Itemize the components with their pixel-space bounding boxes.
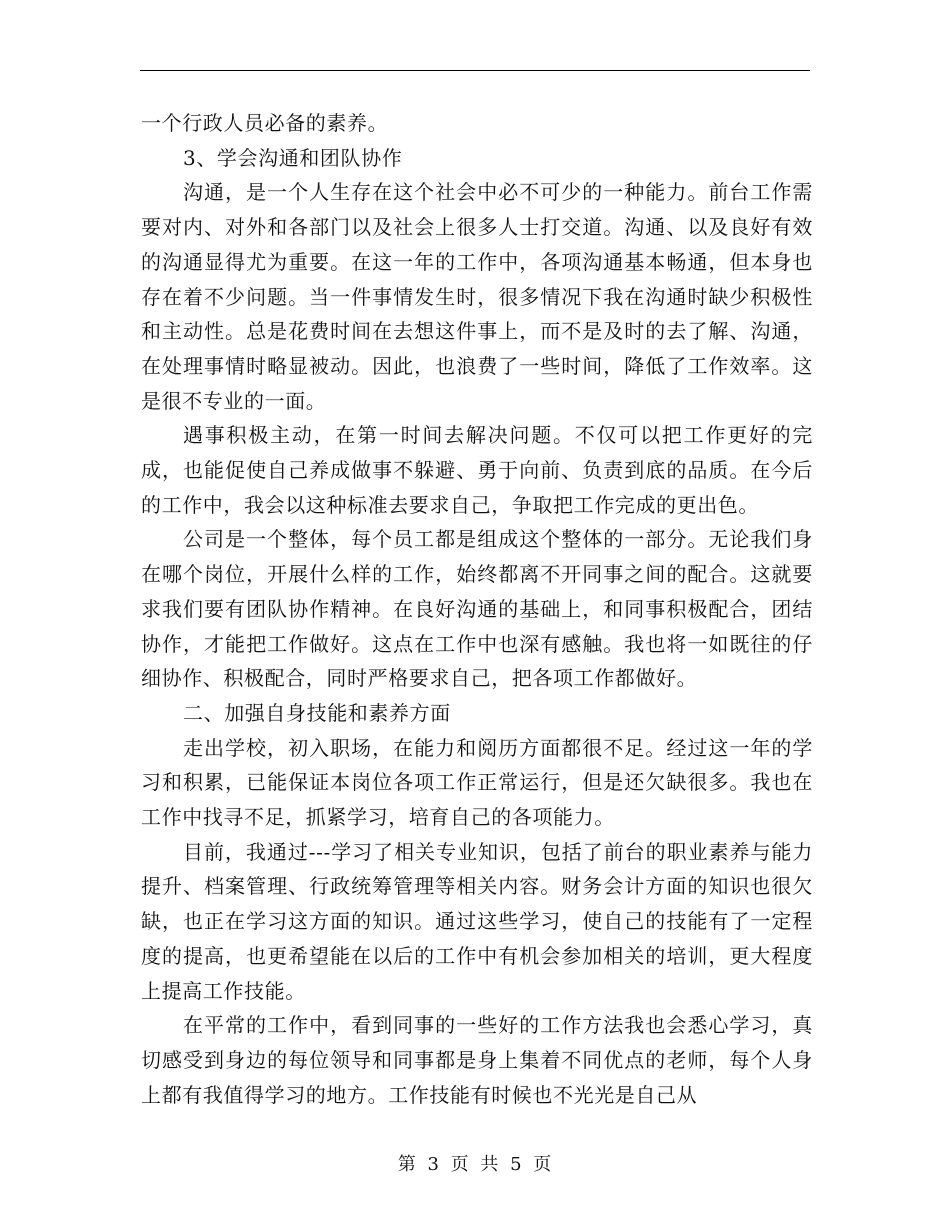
paragraph: 遇事积极主动，在第一时间去解决问题。不仅可以把工作更好的完成，也能促使自己养成做事不躲避、勇于向前、负责到底的品质。在今后的工作中，我会以这种标准去要求自己，争取把工作完成的更出色。 — [141, 423, 813, 517]
paragraph: 公司是一个整体，每个员工都是组成这个整体的一部分。无论我们身在哪个岗位，开展什么样的工作，始终都离不开同事之间的配合。这就要求我们要有团队协作精神。在良好沟通的基础上，和同事积极配合，团结协作，才能把工作做好。这点在工作中也深有感触。我也将一如既往的仔细协作、积极配合，同时严格要求自己，把各项工作都做好。 — [141, 527, 813, 691]
paragraph: 沟通，是一个人生存在这个社会中必不可少的一种能力。前台工作需要对内、对外和各部门以及社会上很多人士打交道。沟通、以及良好有效的沟通显得尤为重要。在这一年的工作中，各项沟通基本畅通，但本身也存在着不少问题。当一件事情发生时，很多情况下我在沟通时缺少积极性和主动性。总是花费时间在去想这件事上，而不是及时的去了解、沟通，在处理事情时略显被动。因此，也浪费了一些时间，降低了工作效率。这是很不专业的一面。 — [141, 180, 813, 413]
paragraph: 走出学校，初入职场，在能力和阅历方面都很不足。经过这一年的学习和积累，已能保证本岗位各项工作正常运行，但是还欠缺很多。我也在工作中找寻不足，抓紧学习，培育自己的各项能力。 — [141, 735, 813, 830]
section-heading: 3、学会沟通和团队协作 — [183, 145, 403, 170]
paragraph: 一个行政人员必备的素养。 — [141, 111, 389, 135]
page-number-footer: 第 3 页 共 5 页 — [397, 1154, 553, 1175]
section-heading: 二、加强自身技能和素养方面 — [183, 700, 451, 725]
document-body — [141, 106, 813, 1112]
paragraph: 目前，我通过---学习了相关专业知识，包括了前台的职业素养与能力提升、档案管理、行政统筹管理等相关内容。财务会计方面的知识也很欠缺，也正在学习这方面的知识。通过这些学习，使自己的技能有了一定程度的提高，也更希望能在以后的工作中有机会参加相关的培训，更大程度上提高工作技能。 — [141, 839, 813, 1003]
paragraph: 在平常的工作中，看到同事的一些好的工作方法我也会悉心学习，真切感受到身边的每位领导和同事都是身上集着不同优点的老师，每个人身上都有我值得学习的地方。工作技能有时候也不光光是自己从 — [141, 1013, 813, 1107]
header-rule — [140, 70, 810, 71]
